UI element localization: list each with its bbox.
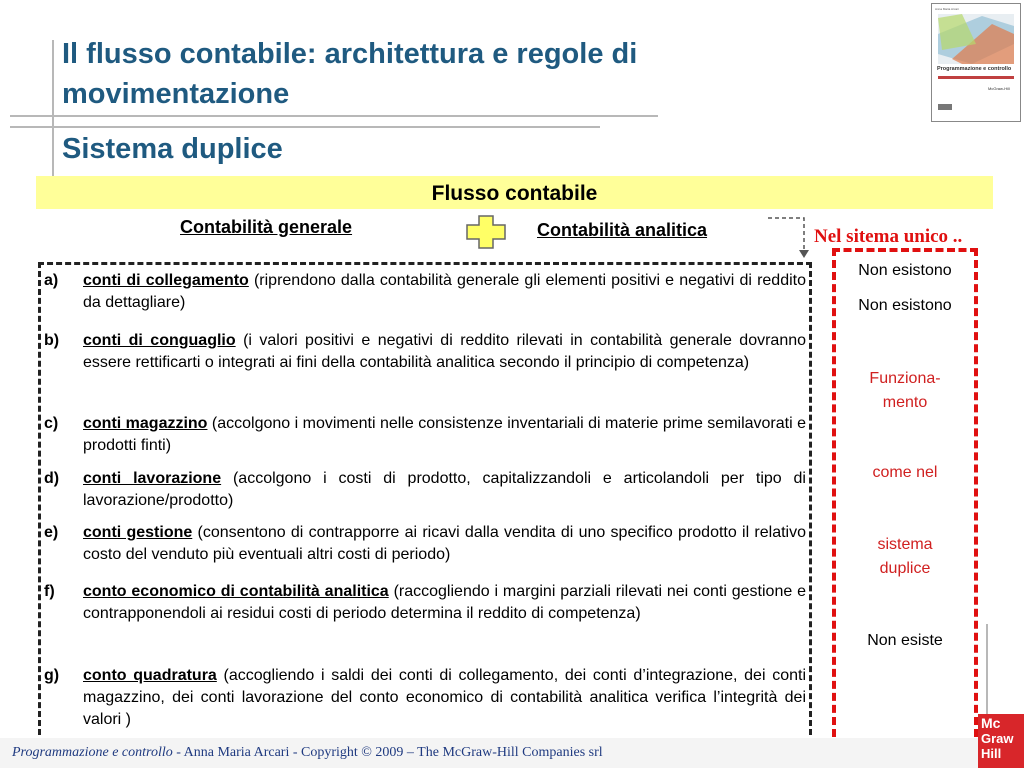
right-note-4: come nel	[872, 464, 938, 481]
item-text: (accogliendo i saldi dei conti di collegamento, dei conti d’integrazione, dei conti magazzino, dei conti lavorazione del conto economico di contabilità analitica verifica l’integrità dei valori )	[83, 667, 807, 728]
right-note-6: Non esiste	[867, 632, 943, 649]
heading-contabilita-analitica: Contabilità analitica	[537, 220, 708, 240]
side-note: Nel sitema unico ..	[814, 226, 963, 247]
middle-rule	[10, 126, 600, 128]
heading-contabilita-generale: Contabilità generale	[180, 217, 353, 237]
logo-line-3: Hill	[981, 746, 1002, 761]
logo-line-2: Graw	[981, 731, 1014, 746]
item-text: (consentono di contrapporre ai ricavi dalla vendita di uno specifico prodotto il relativo costo del venduto più eventuali altri costi di periodo)	[83, 524, 806, 563]
flusso-contabile-banner: Flusso contabile	[36, 176, 993, 209]
footer-copyright: - Anna Maria Arcari - Copyright © 2009 – The McGraw-Hill Companies srl	[172, 745, 603, 760]
item-text: (raccogliendo i margini parziali rilevati nei conti gestione e contrapponendoli ai residui costi di periodo determina il reddito di competenza)	[83, 583, 807, 622]
item-text: (i valori positivi e negativi di reddito rilevati in contabilità generale dovranno essere rettificarti o integrati ai fini della contabilità analitica secondo il principio di competenza)	[83, 332, 807, 371]
book-cover-publisher: McGraw-Hill	[988, 86, 1010, 91]
footer-book-title: Programmazione e controllo	[12, 745, 173, 760]
left-vertical-rule	[52, 40, 54, 178]
page-subtitle: Sistema duplice	[62, 133, 283, 165]
right-note-3b: mento	[882, 394, 928, 411]
book-cover	[931, 3, 1021, 122]
item-label: e)	[44, 524, 59, 541]
item-label: a)	[44, 272, 59, 289]
item-label: b)	[44, 332, 60, 349]
right-note-5a: sistema	[877, 536, 933, 553]
item-label: f)	[44, 583, 55, 600]
item-label: g)	[44, 667, 60, 684]
mcgraw-hill-logo	[978, 714, 1024, 768]
logo-line-1: Mc	[981, 715, 1001, 731]
page-title: Il flusso contabile: architettura e regole di movimentazione	[62, 38, 638, 110]
item-keyword: conto economico di contabilità analitica	[83, 583, 389, 600]
right-note-1: Non esistono	[858, 262, 952, 279]
item-text: (accolgono i costi di prodotto, capitalizzandoli e articolandoli per tipo di lavorazione/prodotto)	[83, 470, 806, 509]
top-rule	[10, 115, 658, 117]
item-label: d)	[44, 470, 60, 487]
item-text: (riprendono dalla contabilità generale gli elementi positivi e negativi di reddito da dettagliare)	[83, 272, 806, 311]
item-label: c)	[44, 415, 59, 432]
item-text: (accolgono i movimenti nelle consistenze inventariali di materie prime semilavorati e prodotti finti)	[83, 415, 807, 454]
right-note-2: Non esistono	[858, 297, 952, 314]
plus-icon	[466, 215, 506, 249]
right-note-3a: Funziona-	[869, 370, 941, 387]
book-cover-title: Programmazione e controllo	[937, 66, 1012, 72]
footer-text	[12, 745, 603, 761]
sistema-unico-box	[832, 248, 978, 749]
item-keyword: conti di conguaglio	[83, 332, 236, 349]
item-keyword: conti magazzino	[83, 415, 208, 432]
book-cover-art	[932, 4, 1020, 121]
right-note-5b: duplice	[879, 560, 931, 577]
item-keyword: conto quadratura	[83, 667, 217, 684]
item-keyword: conti gestione	[83, 524, 193, 541]
book-cover-author: Anna Maria Arcari	[935, 7, 959, 11]
connector-arrow-icon	[766, 214, 816, 260]
item-keyword: conti lavorazione	[83, 470, 222, 487]
item-keyword: conti di collegamento	[83, 272, 249, 289]
